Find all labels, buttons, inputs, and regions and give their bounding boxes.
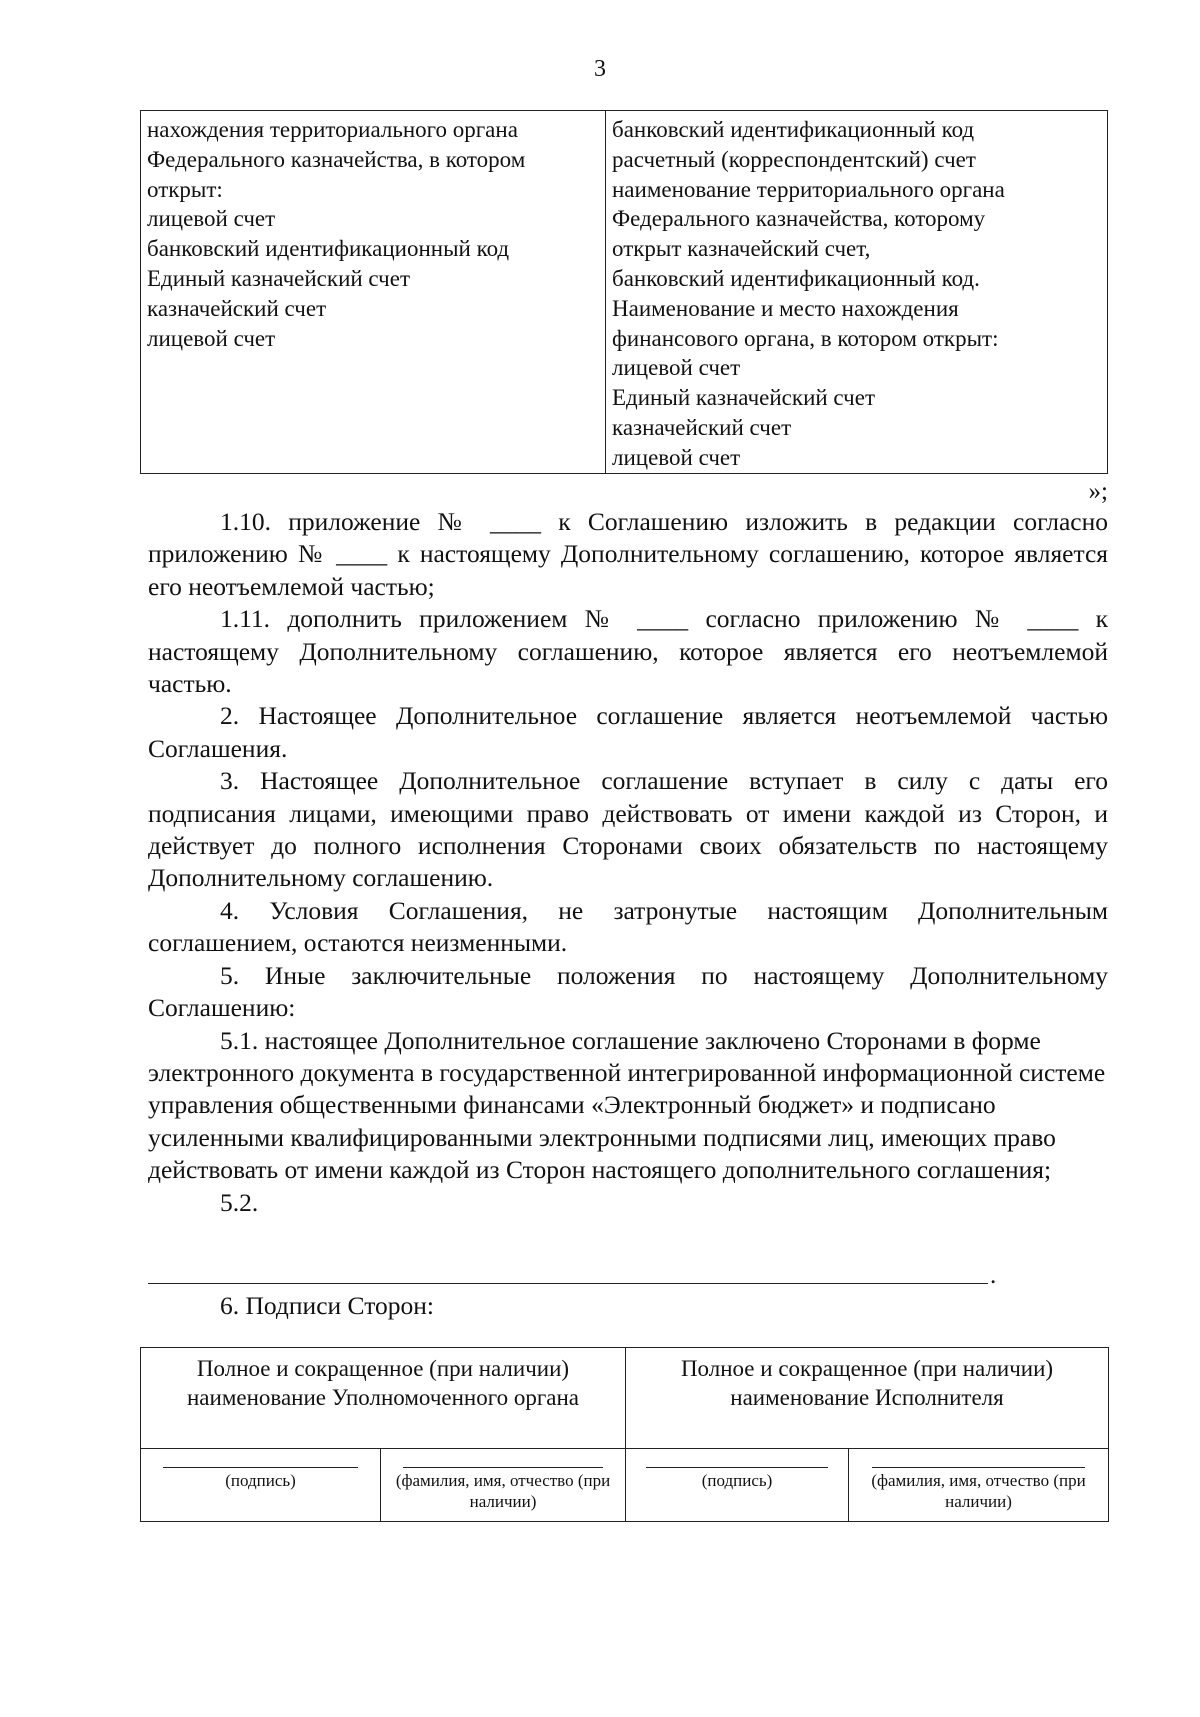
- contractor-name-cell: Полное и сокращенное (при наличии) наименование Исполнителя: [626, 1348, 1109, 1449]
- fullname-label: (фамилия, имя, отчество (при наличии): [871, 1471, 1086, 1511]
- account-line: банковский идентификационный код: [612, 117, 975, 142]
- account-line: Федерального казначейства, которому: [612, 206, 986, 232]
- account-line: Единый казначейский счет: [612, 385, 876, 411]
- agreement-body: [148, 506, 1108, 1219]
- account-line: лицевой счет: [147, 325, 276, 351]
- authorized-body-name-cell: Полное и сокращенное (при наличии) наименование Уполномоченного органа: [141, 1348, 626, 1449]
- authorized-body-signature-cell: [141, 1449, 381, 1522]
- clause-5-2: 5.2.: [220, 1187, 259, 1217]
- account-line: казначейский счет: [612, 414, 792, 440]
- account-line: лицевой счет: [612, 355, 741, 381]
- clause-5: 5. Иные заключительные положения по настоящему Дополнительному Соглашению:: [148, 960, 1108, 1023]
- account-line: лицевой счет: [612, 444, 741, 470]
- signature-line: [646, 1467, 828, 1468]
- clause-2: 2. Настоящее Дополнительное соглашение является неотъемлемой частью Соглашения.: [148, 701, 1108, 763]
- clause-3: 3. Настоящее Дополнительное соглашение вступает в силу с даты его подписания лицами, имеющими право действовать от имени каждой из Сторон, и действует до полного исполнения Сторонами своих обязательств по настоящему Дополнительному соглашению.: [148, 766, 1108, 893]
- account-details-left-cell: [141, 111, 606, 474]
- account-line: банковский идентификационный код: [147, 236, 510, 262]
- account-line: нахождения территориального органа: [147, 117, 518, 142]
- blank-fill-line: [148, 1283, 988, 1284]
- account-line: Единый казначейский счет: [147, 265, 411, 291]
- fullname-label: (фамилия, имя, отчество (при наличии): [395, 1471, 611, 1511]
- account-line: финансового органа, в котором открыт:: [612, 325, 999, 351]
- authorized-body-fullname-cell: [381, 1449, 626, 1522]
- contractor-signature-cell: [626, 1449, 849, 1522]
- account-line: расчетный (корреспондентский) счет: [612, 146, 976, 172]
- closing-quote: »;: [1088, 478, 1108, 505]
- account-line: наименование территориального органа: [612, 176, 1005, 202]
- account-line: казначейский счет: [147, 295, 327, 321]
- clause-1-10: 1.10. приложение № ____ к Соглашению изложить в редакции согласно приложению № ____ к настоящему Дополнительному соглашению, которое является его неотъемлемой частью;: [148, 507, 1108, 601]
- signature-line: [403, 1467, 603, 1468]
- signature-table: [140, 1347, 1109, 1522]
- account-line: открыт казначейский счет,: [612, 236, 871, 262]
- account-line: Наименование и место нахождения: [612, 295, 959, 321]
- page-number: 3: [594, 56, 606, 82]
- clause-1-11: 1.11. дополнить приложением № ____ согласно приложению № ____ к настоящему Дополнительному соглашению, которое является его неотъемлемой частью.: [148, 604, 1108, 699]
- signature-line: [163, 1467, 359, 1468]
- signatures-heading: 6. Подписи Сторон:: [220, 1291, 434, 1320]
- account-line: открыт:: [147, 176, 223, 202]
- clause-4: 4. Условия Соглашения, не затронутые настоящим Дополнительным соглашением, остаются неизменными.: [148, 895, 1108, 958]
- blank-line-period: .: [990, 1262, 997, 1289]
- account-details-table: [140, 110, 1108, 474]
- account-details-right-cell: [606, 111, 1108, 474]
- signature-line: [872, 1467, 1084, 1468]
- account-line: лицевой счет: [147, 206, 276, 232]
- signature-label: (подпись): [701, 1471, 773, 1490]
- account-line: банковский идентификационный код.: [612, 265, 980, 291]
- signature-label: (подпись): [225, 1471, 296, 1490]
- contractor-fullname-cell: [849, 1449, 1109, 1522]
- account-line: Федерального казначейства, в котором: [147, 146, 526, 172]
- clause-5-1: 5.1. настоящее Дополнительное соглашение заключено Сторонами в форме электронного документа в государственной интегрированной информационной системе управления общественными финансами «Электронный бюджет» и подписано усиленными квалифицированными электронными подписями лиц, имеющих право действовать от имени каждой из Сторон настоящего дополнительного соглашения;: [148, 1025, 1106, 1185]
